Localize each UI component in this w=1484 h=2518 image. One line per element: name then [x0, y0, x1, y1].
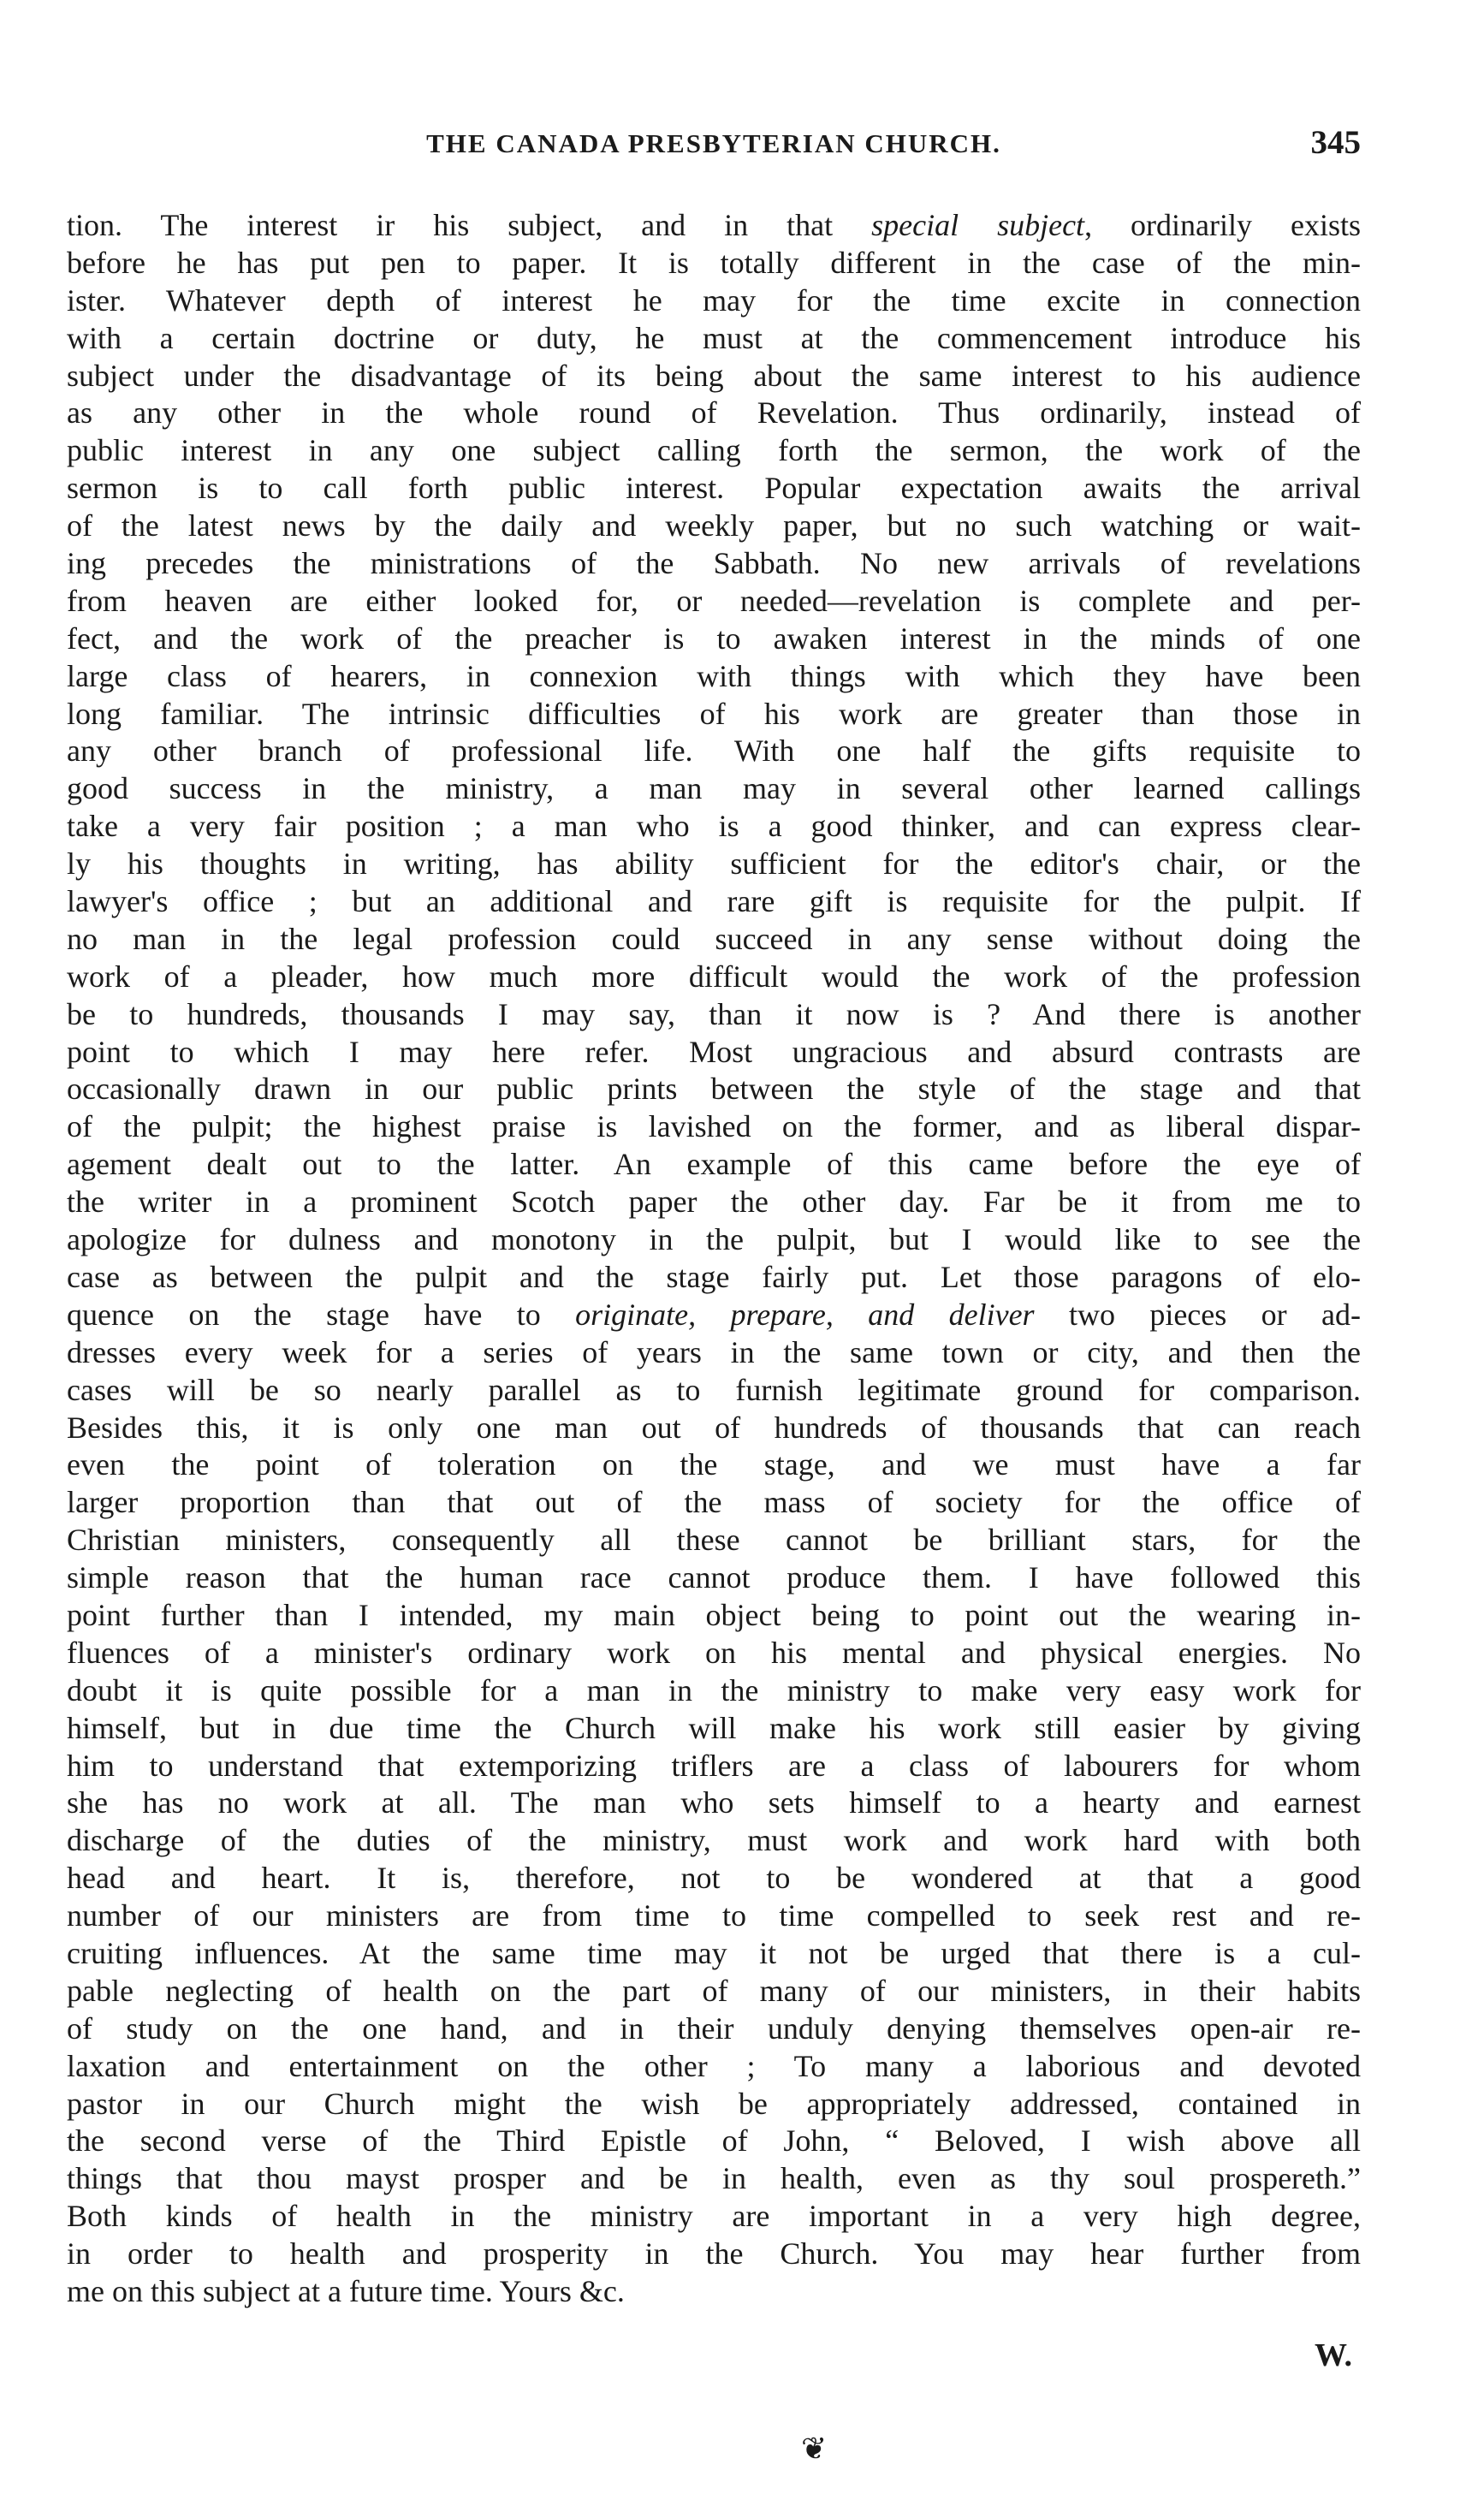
text-line: public interest in any one subject calling forth the sermon, the work of the	[67, 433, 1361, 468]
letter-body	[67, 207, 1361, 2311]
page-header	[67, 124, 1361, 188]
page	[67, 124, 1361, 2374]
text-line: head and heart. It is, therefore, not to be wondered at that a good	[67, 1861, 1361, 1896]
text-line: of the latest news by the daily and weekly paper, but no such watching or wait-	[67, 508, 1361, 543]
text-line: work of a pleader, how much more difficult would the work of the profession	[67, 959, 1361, 994]
text-line: case as between the pulpit and the stage fairly put. Let those paragons of elo-	[67, 1259, 1361, 1294]
text-line: dresses every week for a series of years in the same town or city, and then the	[67, 1334, 1361, 1369]
text-line: discharge of the duties of the ministry, must work and work hard with both	[67, 1823, 1361, 1858]
text-line: from heaven are either looked for, or needed—revelation is complete and per-	[67, 583, 1361, 618]
text-line: long familiar. The intrinsic difficulties of his work are greater than those in	[67, 696, 1361, 731]
text-line: simple reason that the human race cannot produce them. I have followed this	[67, 1560, 1361, 1595]
text-line: fect, and the work of the preacher is to awaken interest in the minds of one	[67, 621, 1361, 656]
text-line: in order to health and prosperity in the Church. You may hear further from	[67, 2236, 1361, 2272]
text-line: apologize for dulness and monotony in the pulpit, but I would like to see the	[67, 1222, 1361, 1257]
text-line: any other branch of professional life. With one half the gifts requisite to	[67, 733, 1361, 769]
text-line: even the point of toleration on the stage, and we must have a far	[67, 1447, 1361, 1482]
text-line: be to hundreds, thousands I may say, than it now is ? And there is another	[67, 996, 1361, 1031]
text-line: me on this subject at a future time. Yours &c.	[67, 2273, 625, 2308]
text-line: Besides this, it is only one man out of hundreds of thousands that can reach	[67, 1410, 1361, 1445]
text-line: cruiting influences. At the same time may it not be urged that there is a cul-	[67, 1935, 1361, 1970]
text-line: with a certain doctrine or duty, he must at the commencement introduce his	[67, 320, 1361, 355]
text-line: occasionally drawn in our public prints between the style of the stage and that	[67, 1072, 1361, 1107]
text-line: cases will be so nearly parallel as to furnish legitimate ground for comparison.	[67, 1372, 1361, 1407]
text-line: larger proportion than that out of the mass of society for the office of	[67, 1485, 1361, 1520]
text-line: laxation and entertainment on the other ; To many a laborious and devoted	[67, 2048, 1361, 2083]
ornament-icon: ❦	[801, 2432, 828, 2466]
text-line: ing precedes the ministrations of the Sabbath. No new arrivals of revelations	[67, 546, 1361, 581]
text-line: things that thou mayst prosper and be in health, even as thy soul prospereth.”	[67, 2161, 1361, 2196]
signature: W.	[1314, 2337, 1352, 2373]
text-line: quence on the stage have to originate, prepare, and deliver two pieces or ad-	[67, 1297, 1361, 1332]
text-line: himself, but in due time the Church will make his work still easier by giving	[67, 1710, 1361, 1745]
text-line: fluences of a minister's ordinary work on his mental and physical energies. No	[67, 1635, 1361, 1670]
text-line: the writer in a prominent Scotch paper the other day. Far be it from me to	[67, 1185, 1361, 1220]
text-line: him to understand that extemporizing triflers are a class of labourers for whom	[67, 1748, 1361, 1783]
text-line: large class of hearers, in connexion with things with which they have been	[67, 658, 1361, 693]
text-line: ister. Whatever depth of interest he may for the time excite in connection	[67, 282, 1361, 318]
text-line: Both kinds of health in the ministry are important in a very high degree,	[67, 2199, 1361, 2234]
text-line: before he has put pen to paper. It is totally different in the case of the min-	[67, 245, 1361, 280]
text-line: pastor in our Church might the wish be appropriately addressed, contained in	[67, 2086, 1361, 2121]
text-line: good success in the ministry, a man may in several other learned callings	[67, 771, 1361, 806]
text-line: as any other in the whole round of Revelation. Thus ordinarily, instead of	[67, 395, 1361, 431]
text-line: take a very fair position ; a man who is a good thinker, and can express clear-	[67, 809, 1361, 844]
text-line: of study on the one hand, and in their unduly denying themselves open-air re-	[67, 2010, 1361, 2046]
text-line: ly his thoughts in writing, has ability sufficient for the editor's chair, or the	[67, 846, 1361, 882]
text-line: number of our ministers are from time to time compelled to seek rest and re-	[67, 1898, 1361, 1933]
text-line: pable neglecting of health on the part of many of our ministers, in their habits	[67, 1973, 1361, 2008]
text-line: lawyer's office ; but an additional and rare gift is requisite for the pulpit. If	[67, 884, 1361, 919]
text-line: agement dealt out to the latter. An example of this came before the eye of	[67, 1147, 1361, 1182]
text-line: no man in the legal profession could succeed in any sense without doing the	[67, 921, 1361, 956]
page-number: 345	[1310, 124, 1361, 161]
text-line: doubt it is quite possible for a man in the ministry to make very easy work for	[67, 1672, 1361, 1707]
text-line: subject under the disadvantage of its being about the same interest to his audience	[67, 358, 1361, 393]
text-line: the second verse of the Third Epistle of John, “ Beloved, I wish above all	[67, 2123, 1361, 2159]
text-line: Christian ministers, consequently all these cannot be brilliant stars, for the	[67, 1523, 1361, 1558]
running-title: THE CANADA PRESBYTERIAN CHURCH.	[426, 128, 1001, 158]
text-line: of the pulpit; the highest praise is lavished on the former, and as liberal dispar-	[67, 1109, 1361, 1144]
text-line: she has no work at all. The man who sets himself to a hearty and earnest	[67, 1785, 1361, 1820]
text-line: point to which I may here refer. Most ungracious and absurd contrasts are	[67, 1034, 1361, 1069]
text-line: tion. The interest ir his subject, and in that special subject, ordinarily exists	[67, 208, 1361, 242]
text-line: sermon is to call forth public interest. Popular expectation awaits the arrival	[67, 471, 1361, 506]
text-line: point further than I intended, my main object being to point out the wearing in-	[67, 1597, 1361, 1632]
